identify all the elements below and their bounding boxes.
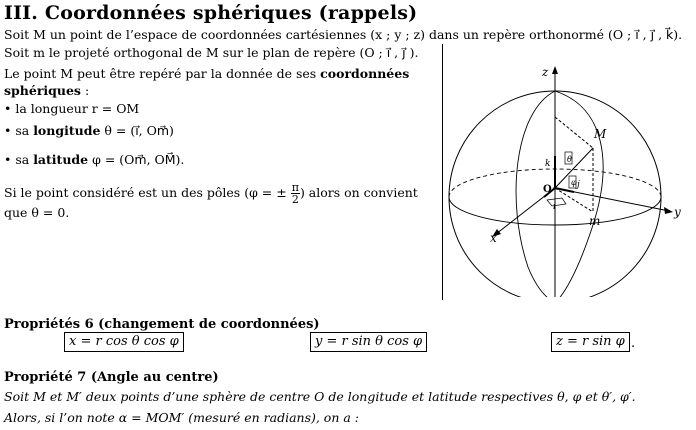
label-x: x	[490, 231, 497, 245]
intro-keyword-coords: coordonnées	[320, 66, 410, 81]
prop6-heading: Propriétés 6 (changement de coordonnées)	[4, 317, 320, 332]
bullet-latitude-keyword: latitude	[33, 152, 89, 167]
bullet-latitude-formula: φ = (Om⃗, OM⃗).	[88, 152, 185, 167]
intro-line-3-text: Le point M peut être repéré par la donnée de ses	[4, 66, 321, 81]
vector-j	[555, 188, 574, 192]
label-M: M	[594, 127, 607, 141]
fraction-denominator: 2	[291, 193, 299, 206]
formula-z: z = r sin φ	[551, 332, 630, 352]
bullet-length: • la longueur r = OM	[4, 101, 140, 116]
label-m: m	[589, 214, 601, 228]
bullet-longitude-formula: θ = (i⃗, Om⃗)	[100, 123, 174, 138]
label-phi: φ	[571, 178, 577, 187]
poles-line-1-a: Si le point considéré est un des pôles (φ = ±	[4, 185, 291, 200]
label-z: z	[542, 65, 549, 79]
label-O: O	[543, 184, 552, 195]
section-title: III. Coordonnées sphériques (rappels)	[4, 2, 418, 24]
poles-line-2: que θ = 0.	[4, 205, 70, 220]
poles-line-1	[4, 182, 418, 205]
label-i: i	[553, 202, 556, 212]
intro-line-4	[4, 83, 89, 98]
z-axis-arrow	[552, 66, 558, 74]
intro-line-1: Soit M un point de l’espace de coordonnées cartésiennes (x ; y ; z) dans un repère orthonormé (O ; i⃗ , j⃗ , k⃗).	[4, 27, 683, 42]
formula-trailing-period: .	[631, 336, 636, 351]
bullet-longitude-keyword: longitude	[33, 123, 101, 138]
sphere-figure	[444, 52, 692, 297]
pi-over-two-fraction	[291, 182, 300, 205]
prop7-line-2: Alors, si l’on note α = MOM′ (mesuré en radians), on a :	[4, 410, 359, 425]
formula-y: y = r sin θ cos φ	[310, 332, 427, 352]
bullet-latitude-prefix: • sa	[4, 152, 34, 167]
label-theta: θ	[567, 155, 572, 164]
column-divider	[442, 44, 443, 300]
poles-line-1-b: ) alors on convient	[299, 185, 418, 200]
label-y: y	[674, 205, 681, 219]
label-k: k	[545, 159, 551, 169]
prop7-heading: Propriété 7 (Angle au centre)	[4, 370, 219, 385]
bullet-longitude-prefix: • sa	[4, 123, 34, 138]
meridian-front	[555, 91, 603, 297]
fraction-numerator: π	[291, 181, 299, 194]
prop7-line-1: Soit M et M′ deux points d’une sphère de centre O de longitude et latitude respectives θ, φ et θ′, φ′.	[4, 389, 636, 404]
dashed-top	[555, 117, 593, 148]
intro-line-4-tail: :	[80, 83, 90, 98]
origin-dot	[554, 187, 557, 190]
intro-keyword-spheriques: sphériques	[4, 83, 81, 98]
bullet-longitude	[4, 123, 174, 138]
intro-line-2: Soit m le projeté orthogonal de M sur le plan de repère (O ; i⃗ , j⃗ ).	[4, 45, 419, 60]
intro-line-3	[4, 66, 409, 81]
angle-mark-theta	[547, 198, 566, 206]
y-axis-arrow	[664, 207, 673, 214]
label-j: j	[577, 180, 580, 190]
formula-x: x = r cos θ cos φ	[64, 332, 184, 352]
bullet-latitude	[4, 152, 184, 167]
